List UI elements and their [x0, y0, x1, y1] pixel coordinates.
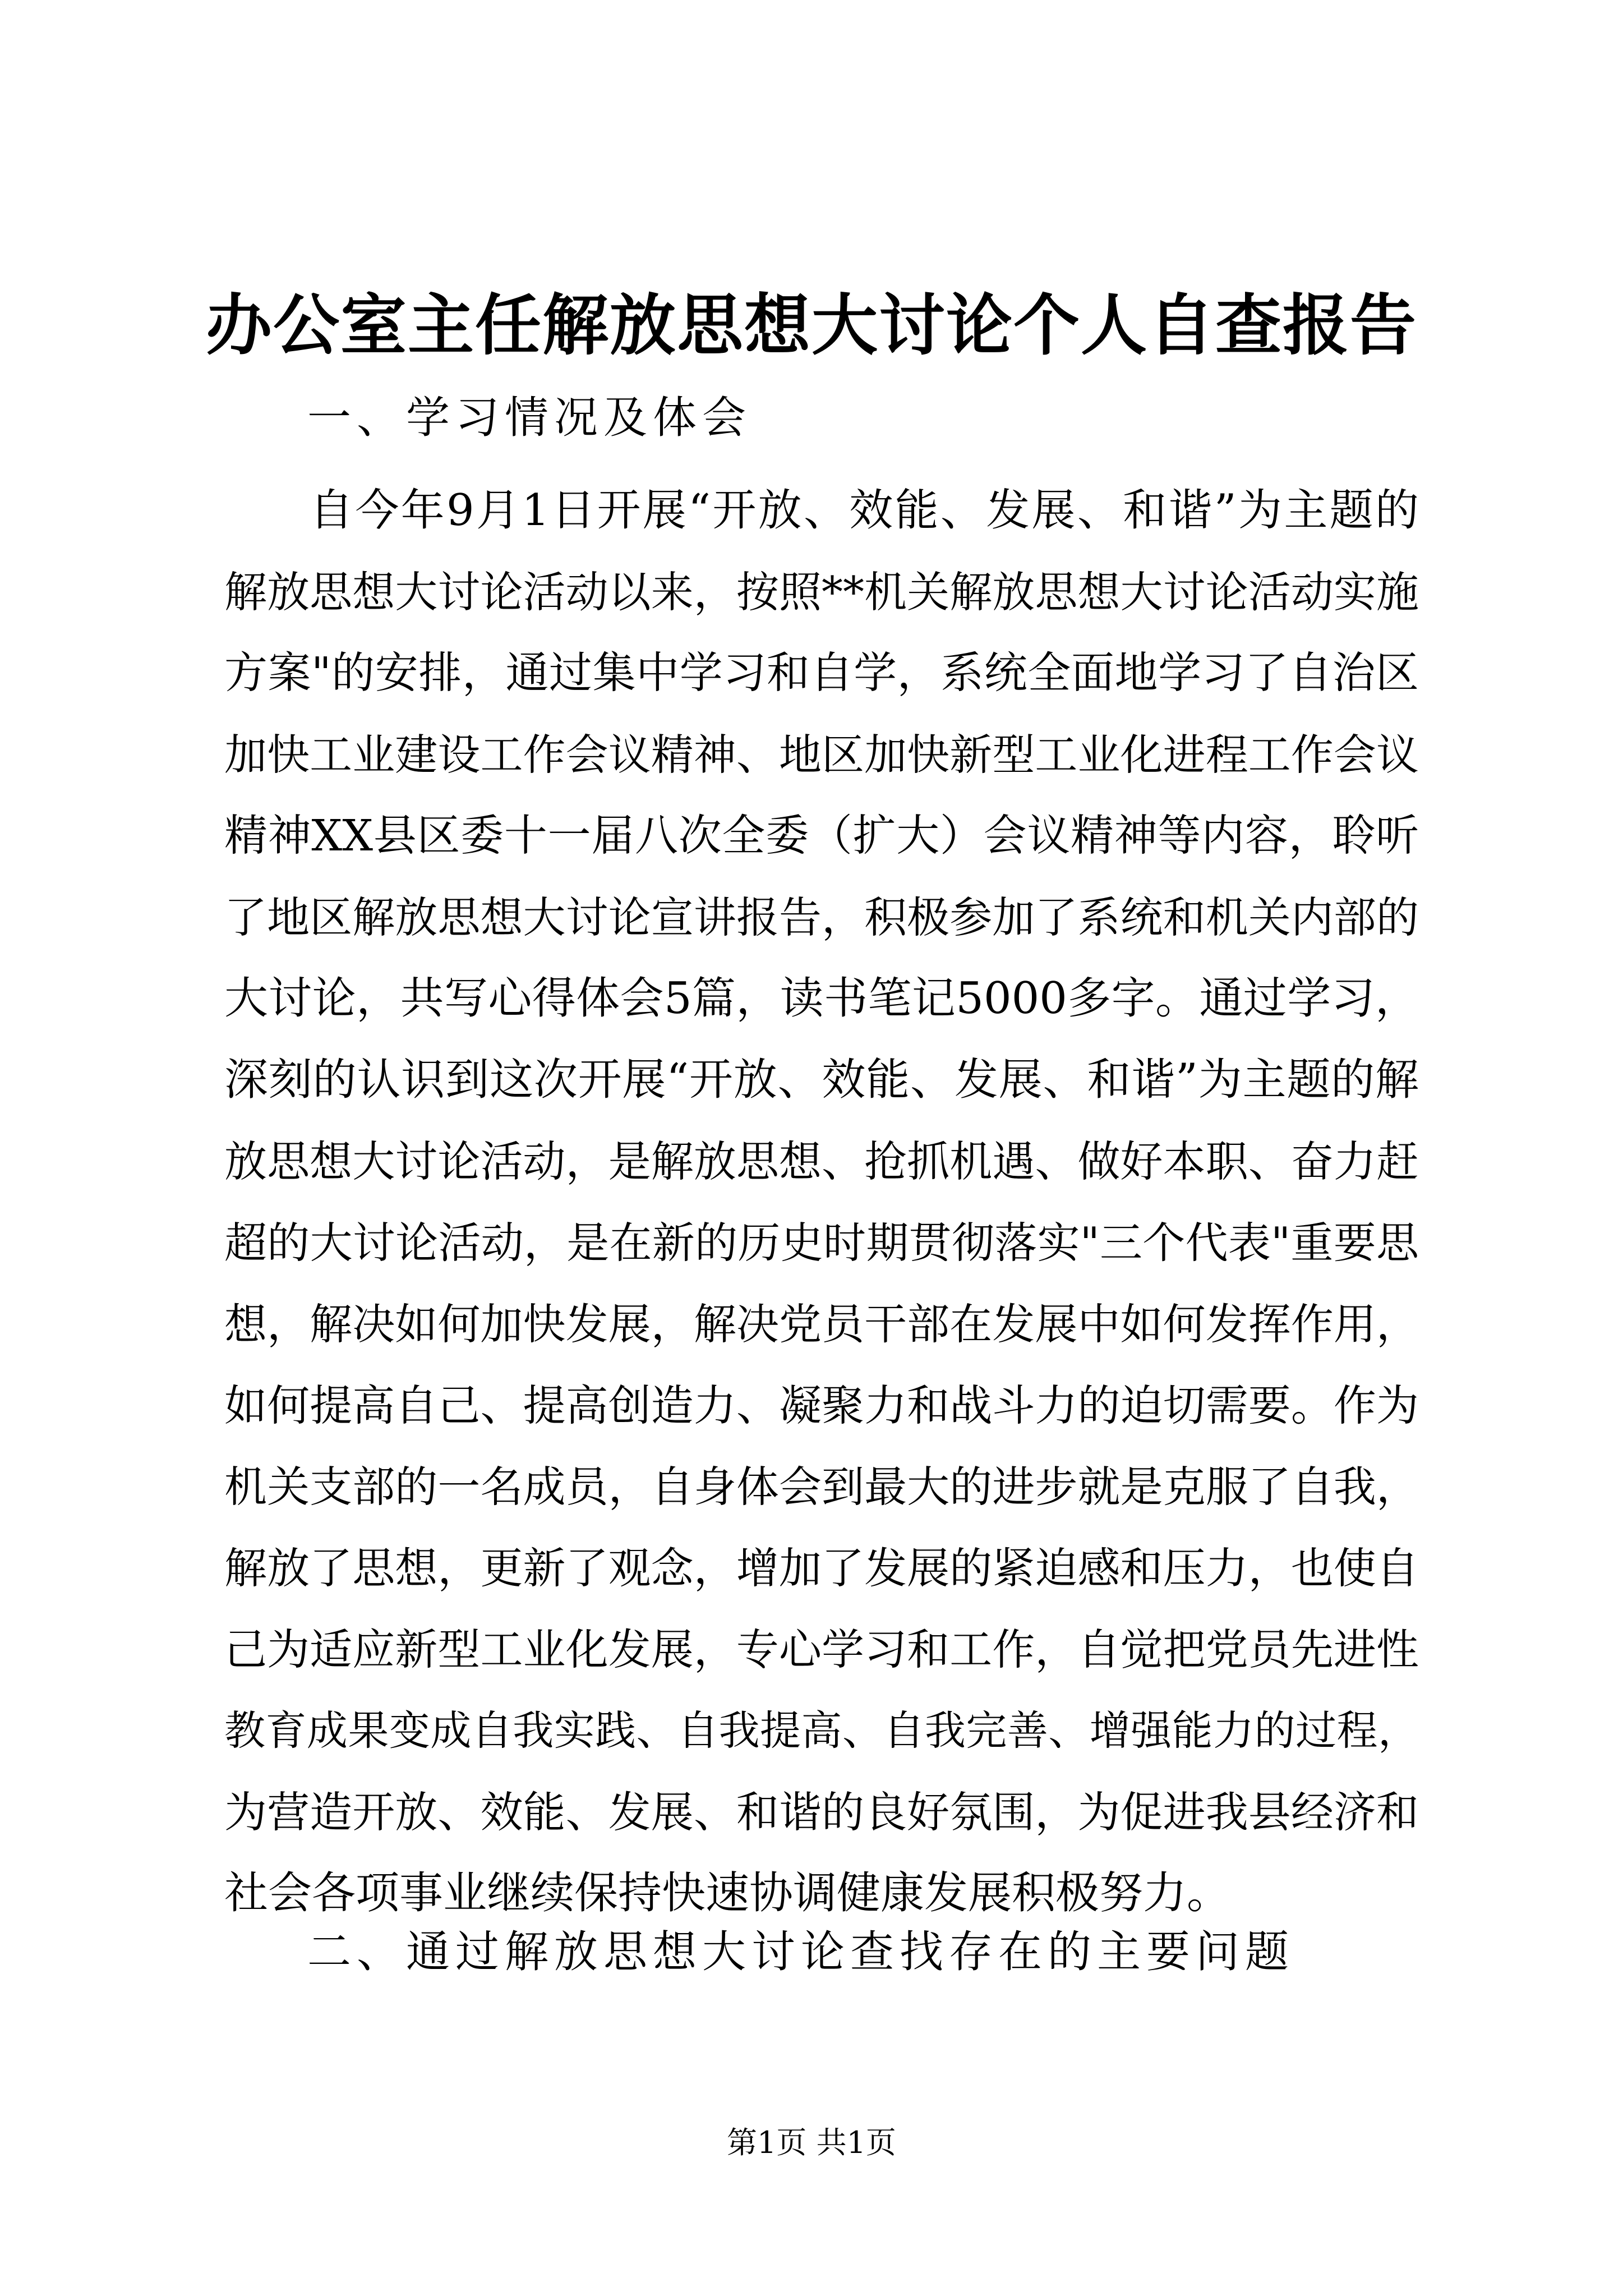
- paragraph-line: 为营造开放、效能、发展、和谐的良好氛围，为促进我县经济和: [224, 1787, 1419, 1837]
- paragraph-line: 想，解决如何加快发展，解决党员干部在发展中如何发挥作用，: [224, 1299, 1419, 1349]
- paragraph-line: 机关支部的一名成员，自身体会到最大的进步就是克服了自我，: [224, 1462, 1419, 1512]
- section-heading-2: 二、通过解放思想大讨论查找存在的主要问题: [307, 1927, 1295, 1977]
- paragraph-line: 己为适应新型工业化发展，专心学习和工作，自觉把党员先进性: [224, 1625, 1419, 1674]
- paragraph-line: 深刻的认识到这次开展“开放、效能、发展、和谐”为主题的解: [224, 1055, 1419, 1105]
- paragraph-line: 超的大讨论活动，是在新的历史时期贯彻落实"三个代表"重要思: [224, 1218, 1419, 1268]
- body-paragraph: [224, 470, 1419, 1934]
- document-title: 办公室主任解放思想大讨论个人自查报告: [205, 286, 1417, 364]
- section-heading-1: 一、学习情况及体会: [307, 393, 752, 443]
- page-number-footer: 第1页 共1页: [727, 2125, 896, 2160]
- paragraph-line: 自今年9月1日开展“开放、效能、发展、和谐”为主题的: [310, 485, 1419, 536]
- paragraph-line: 精神XX县区委十一届八次全委（扩大）会议精神等内容，聆听: [224, 811, 1419, 861]
- paragraph-line: 社会各项事业继续保持快速协调健康发展积极努力。: [224, 1868, 1231, 1918]
- paragraph-line: 了地区解放思想大讨论宣讲报告，积极参加了系统和机关内部的: [224, 892, 1419, 942]
- paragraph-line: 加快工业建设工作会议精神、地区加快新型工业化进程工作会议: [224, 730, 1419, 780]
- paragraph-line: 解放了思想，更新了观念，增加了发展的紧迫感和压力，也使自: [224, 1543, 1419, 1593]
- paragraph-line: 解放思想大讨论活动以来，按照**机关解放思想大讨论活动实施: [224, 567, 1419, 617]
- paragraph-line: 大讨论，共写心得体会5篇，读书笔记5000多字。通过学习，: [224, 973, 1419, 1024]
- paragraph-line: 放思想大讨论活动，是解放思想、抢抓机遇、做好本职、奋力赶: [224, 1137, 1419, 1186]
- paragraph-line: 方案"的安排，通过集中学习和自学，系统全面地学习了自治区: [224, 648, 1419, 698]
- paragraph-line: 如何提高自己、提高创造力、凝聚力和战斗力的迫切需要。作为: [224, 1381, 1419, 1430]
- paragraph-line: 教育成果变成自我实践、自我提高、自我完善、增强能力的过程，: [224, 1707, 1419, 1755]
